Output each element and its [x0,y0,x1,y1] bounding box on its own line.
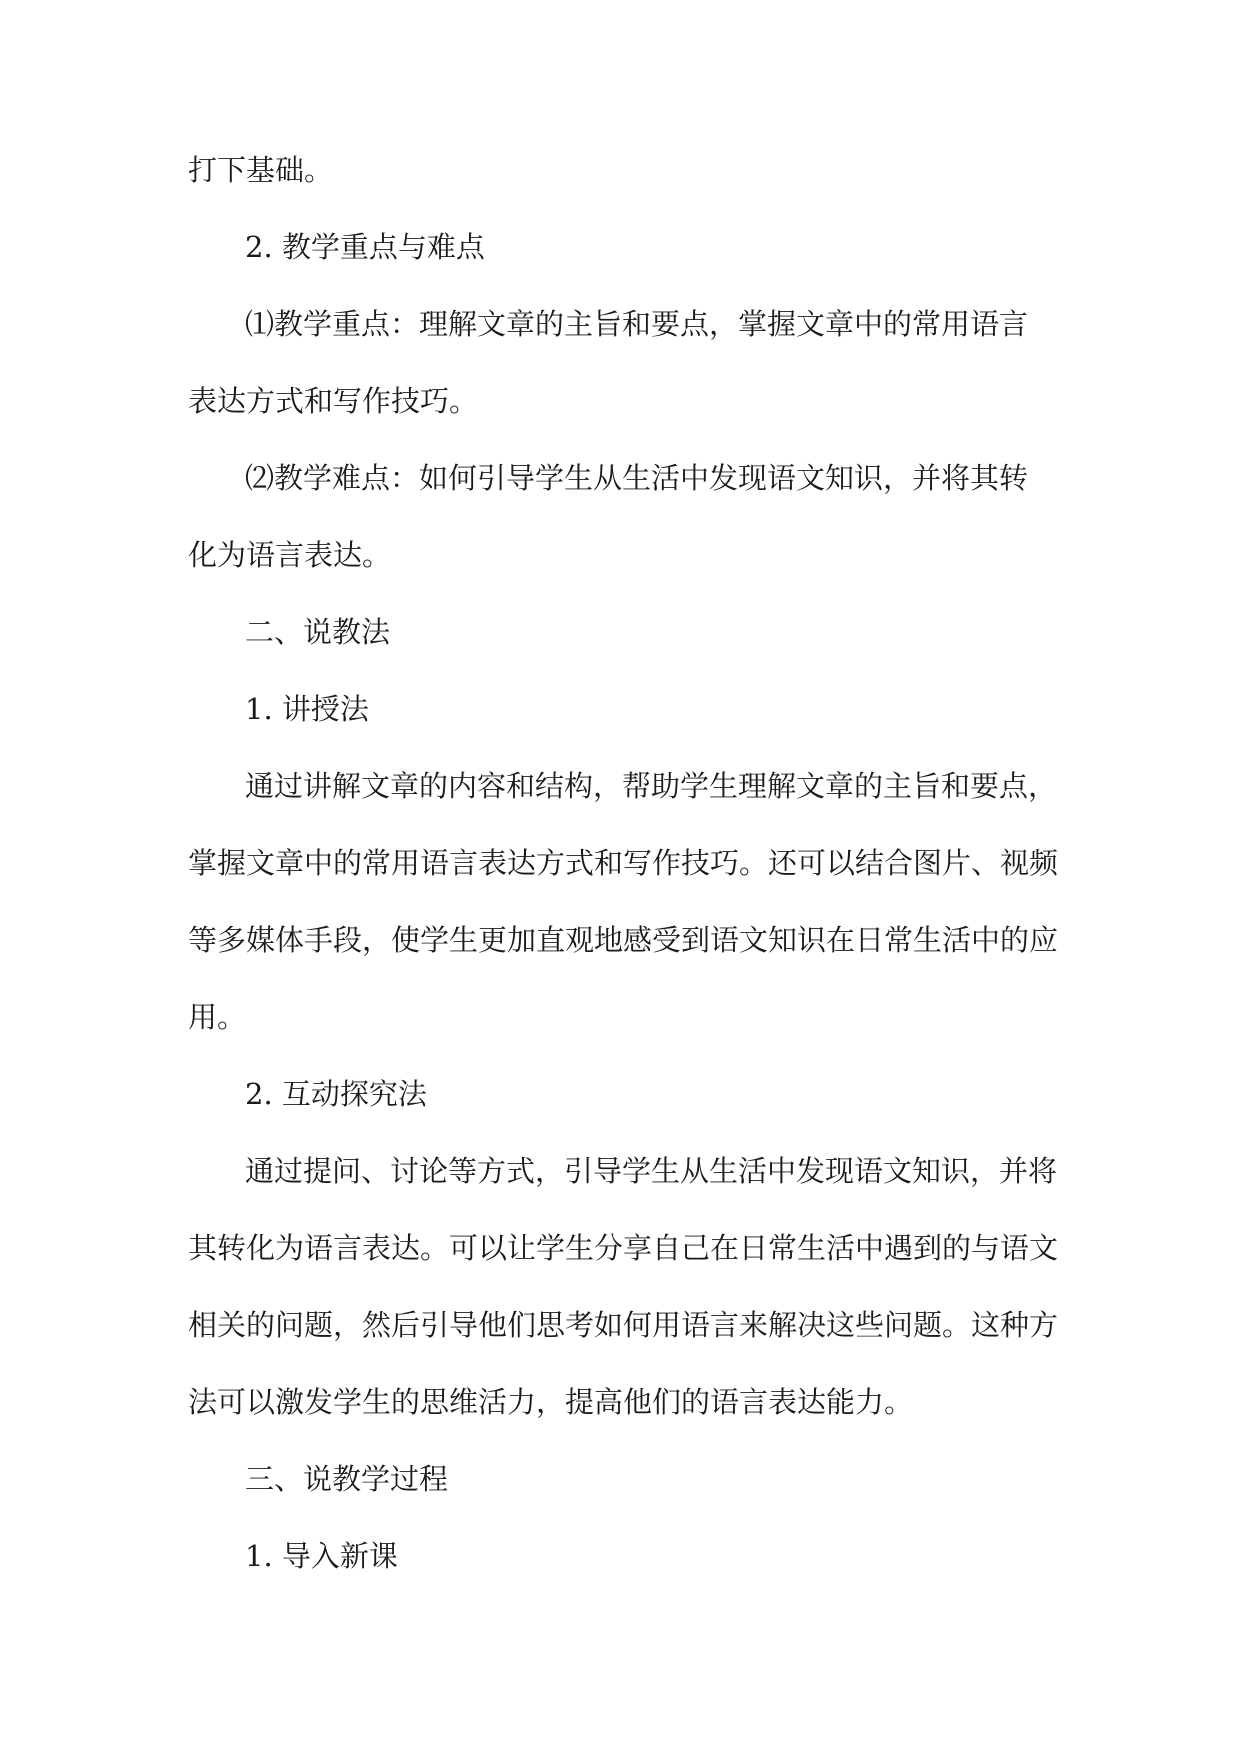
subheading-lecture-method: 1. 讲授法 [245,692,369,726]
text-line: 打下基础。 [188,153,334,187]
text-line: 掌握文章中的常用语言表达方式和写作技巧。还可以结合图片、视频 [188,846,1059,880]
text-line: 其转化为语言表达。可以让学生分享自己在日常生活中遇到的与语文 [188,1231,1059,1265]
section-heading-teaching-process: 三、说教学过程 [245,1462,449,1496]
text-line: 通过讲解文章的内容和结构，帮助学生理解文章的主旨和要点， [245,769,1058,803]
text-line: 表达方式和写作技巧。 [188,384,479,418]
subheading-introduction: 1. 导入新课 [245,1539,398,1573]
section-heading-teaching-methods: 二、说教法 [245,615,391,649]
heading-key-points: 2. 教学重点与难点 [245,230,485,264]
text-line: ⑴教学重点：理解文章的主旨和要点，掌握文章中的常用语言 [245,307,1029,341]
text-line: 通过提问、讨论等方式，引导学生从生活中发现语文知识，并将 [245,1154,1058,1188]
text-line: 法可以激发学生的思维活力，提高他们的语言表达能力。 [188,1385,914,1419]
text-line: 化为语言表达。 [188,538,392,572]
text-line: 用。 [188,1000,247,1034]
text-line: 等多媒体手段，使学生更加直观地感受到语文知识在日常生活中的应 [188,923,1059,957]
text-line: ⑵教学难点：如何引导学生从生活中发现语文知识，并将其转 [245,461,1029,495]
subheading-interactive-method: 2. 互动探究法 [245,1077,427,1111]
text-line: 相关的问题，然后引导他们思考如何用语言来解决这些问题。这种方 [188,1308,1059,1342]
